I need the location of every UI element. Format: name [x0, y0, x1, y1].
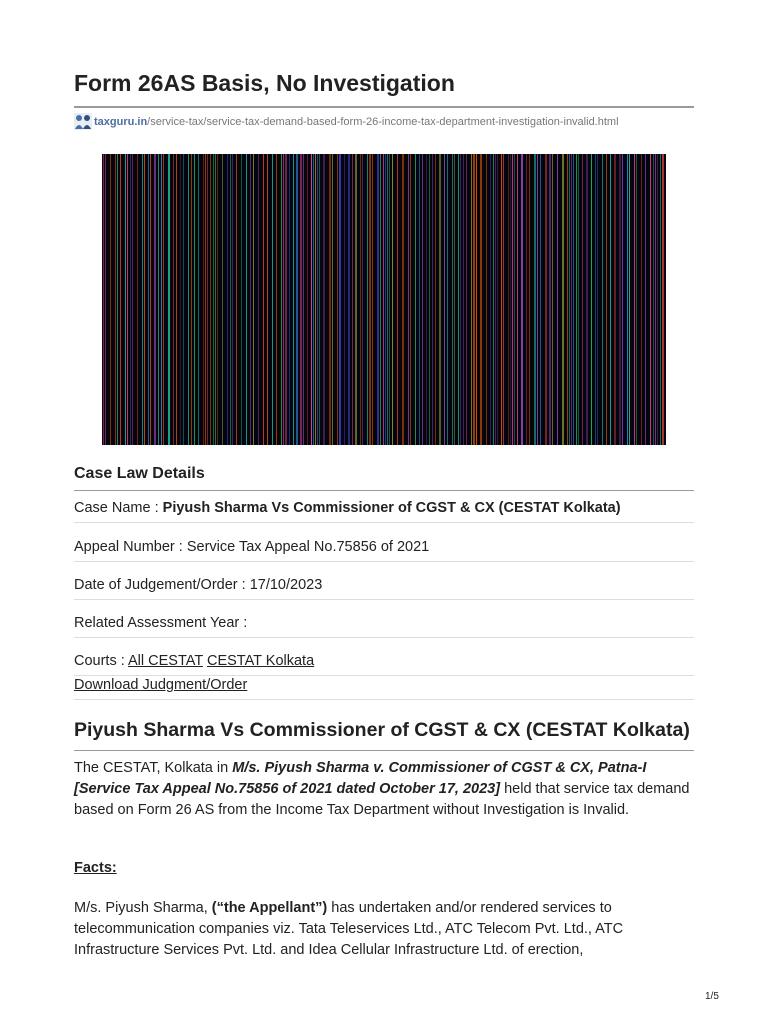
page-title: Form 26AS Basis, No Investigation — [74, 70, 694, 108]
appeal-number-value: Service Tax Appeal No.75856 of 2021 — [186, 539, 430, 555]
judgement-date-value: 17/10/2023 — [249, 577, 323, 593]
intro-citation: M/s. Piyush Sharma v. Commissioner of CGST & CX, Patna-I [Service Tax Appeal No.75856 of 2021 dated October 17, 2023] — [74, 760, 647, 797]
courts-label: Courts : — [74, 653, 128, 669]
source-path: /service-tax/service-tax-demand-based-form-26-income-tax-department-investigation-invalid.html — [147, 115, 619, 128]
appeal-number-label: Appeal Number : — [74, 539, 187, 555]
cestat-kolkata-link[interactable]: CESTAT Kolkata — [206, 653, 315, 669]
case-name-label: Case Name : — [74, 500, 163, 516]
source-domain: taxguru.in — [94, 115, 148, 128]
taxguru-logo-icon — [74, 113, 92, 130]
facts-appellant: (“the Appellant”) — [211, 900, 328, 916]
courts-row — [74, 653, 694, 676]
case-name-value: Piyush Sharma Vs Commissioner of CGST & CX (CESTAT Kolkata) — [162, 500, 621, 516]
appeal-number-row — [74, 539, 694, 562]
intro-paragraph — [74, 758, 694, 821]
assessment-year-label: Related Assessment Year : — [74, 615, 248, 631]
judgement-date-label: Date of Judgement/Order : — [74, 577, 250, 593]
all-cestat-link[interactable]: All CESTAT — [128, 653, 203, 669]
case-law-heading: Case Law Details — [74, 465, 694, 491]
article-heading: Piyush Sharma Vs Commissioner of CGST & CX (CESTAT Kolkata) — [74, 719, 694, 751]
facts-heading: Facts: — [74, 860, 117, 876]
intro-text-1: The CESTAT, Kolkata in — [74, 760, 233, 776]
intro-text-2: held that service tax demand based on Form 26 AS from the Income Tax Department without Investigation is Invalid. — [74, 781, 690, 818]
source-url[interactable] — [74, 113, 694, 130]
case-name-row — [74, 500, 694, 523]
facts-text-2: has undertaken and/or rendered services to telecommunication companies viz. Tata Teleservices Ltd., ATC Telecom Pvt. Ltd., ATC Infrastructure Services Pvt. Ltd. and Idea Cellular Infrastructure Ltd. of erection, — [74, 900, 624, 958]
judgement-date-row — [74, 577, 694, 600]
assessment-year-row — [74, 615, 694, 638]
facts-paragraph — [74, 898, 694, 961]
download-judgment-link[interactable]: Download Judgment/Order — [74, 677, 248, 693]
page-number: 1/5 — [705, 991, 719, 1002]
header-banner-image — [102, 154, 666, 445]
facts-text-1: M/s. Piyush Sharma, — [74, 900, 212, 916]
download-row — [74, 677, 694, 700]
